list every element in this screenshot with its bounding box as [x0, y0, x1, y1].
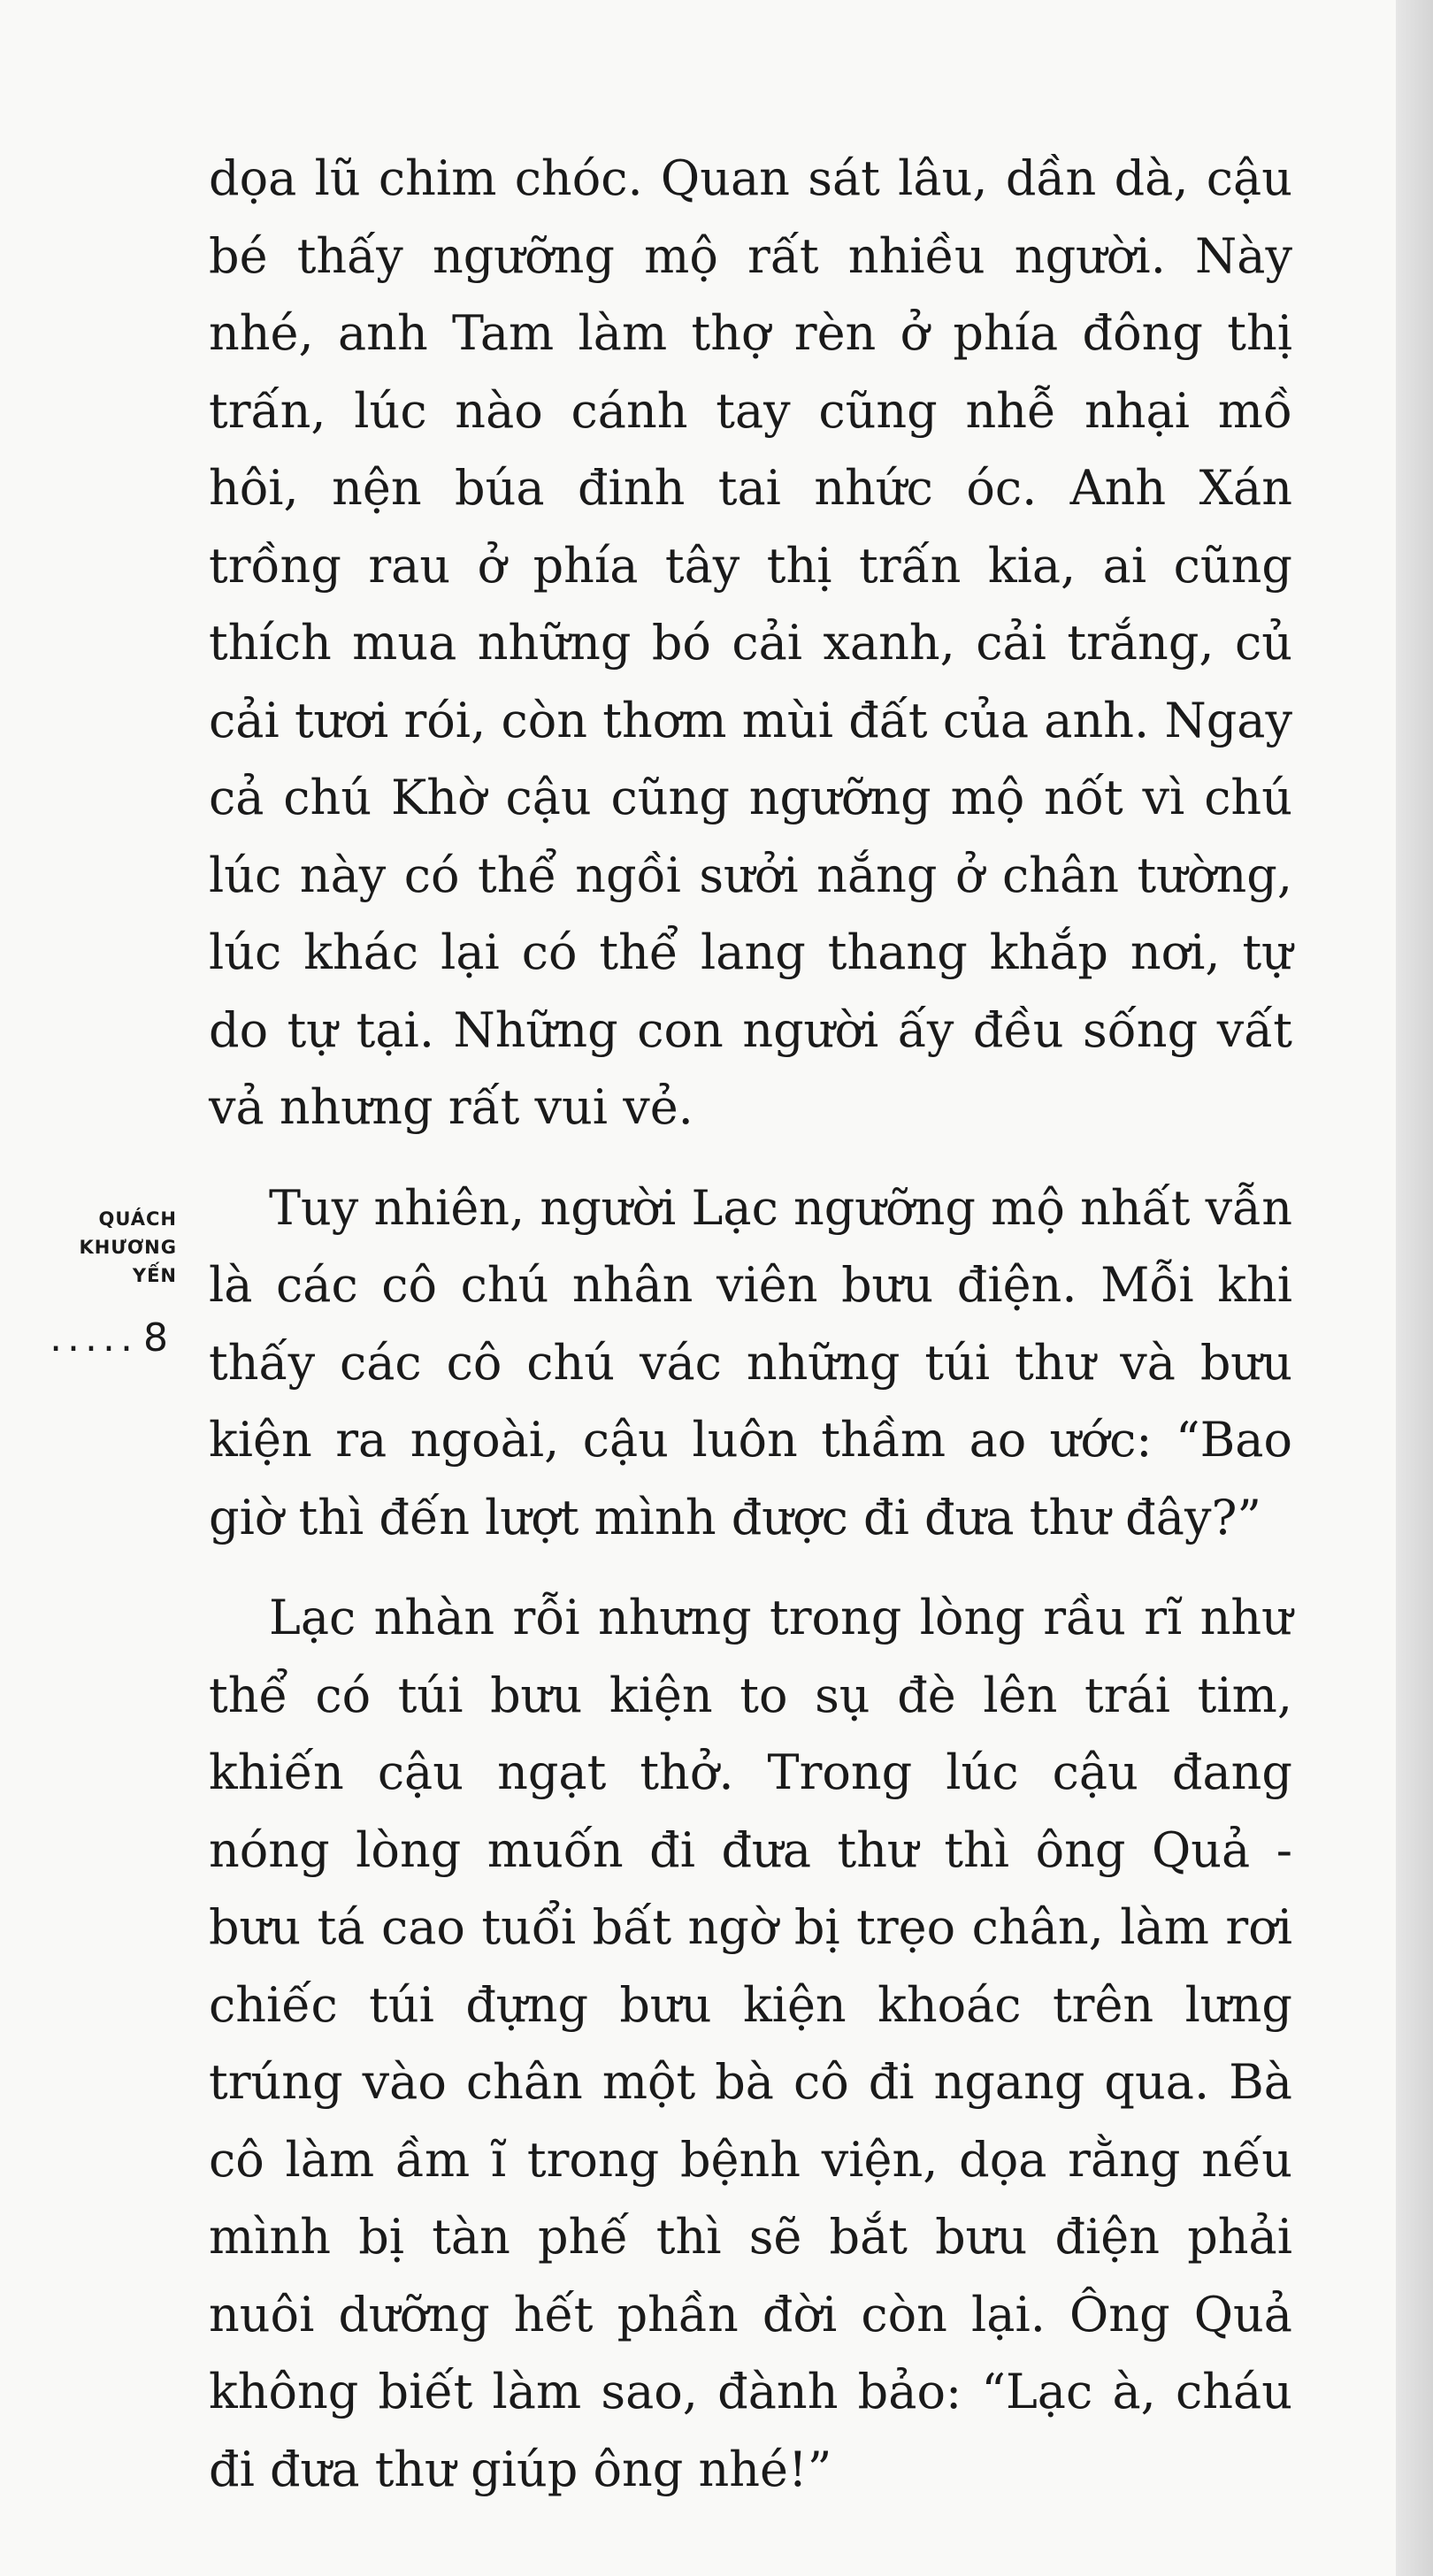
author-name — [0, 1205, 177, 1290]
paragraph-3: Lạc nhàn rỗi nhưng trong lòng rầu rĩ như thể có túi bưu kiện to sụ đè lên trái tim, khiến cậu ngạt thở. Trong lúc cậu đang nóng lòng muốn đi đưa thư thì ông Quả - bưu tá cao tuổi bất ngờ bị trẹo chân, làm rơi chiếc túi đựng bưu kiện khoác trên lưng trúng vào chân một bà cô đi ngang qua. Bà cô làm ầm ĩ trong bệnh viện, dọa rằng nếu mình bị tàn phế thì sẽ bắt bưu điện phải nuôi dưỡng hết phần đời còn lại. Ông Quả không biết làm sao, đành bảo: “Lạc à, cháu đi đưa thư giúp ông nhé!” — [209, 1590, 1292, 2497]
page-number: 8 — [143, 1315, 168, 1361]
author-name-line-3: YẾN — [132, 1265, 177, 1286]
page-edge-shadow — [1396, 0, 1433, 2576]
paragraph-1: dọa lũ chim chóc. Quan sát lâu, dần dà, cậu bé thấy ngưỡng mộ rất nhiều người. Này nhé, anh Tam làm thợ rèn ở phía đông thị trấn, lúc nào cánh tay cũng nhễ nhại mồ hôi, nện búa đinh tai nhức óc. Anh Xán trồng rau ở phía tây thị trấn kia, ai cũng thích mua những bó cải xanh, cải trắng, củ cải tươi rói, còn thơm mùi đất của anh. Ngay cả chú Khờ cậu cũng ngưỡng mộ nốt vì chú lúc này có thể ngồi sưởi nắng ở chân tường, lúc khác lại có thể lang thang khắp nơi, tự do tự tại. Những con người ấy đều sống vất vả nhưng rất vui vẻ. — [209, 150, 1292, 1135]
folio-dots: ..... — [50, 1315, 138, 1361]
author-name-line-1: QUÁCH — [98, 1208, 177, 1230]
author-name-line-2: KHƯƠNG — [79, 1237, 177, 1258]
paragraph-2: Tuy nhiên, người Lạc ngưỡng mộ nhất vẫn là các cô chú nhân viên bưu điện. Mỗi khi thấy các cô chú vác những túi thư và bưu kiện ra ngoài, cậu luôn thầm ao ước: “Bao giờ thì đến lượt mình được đi đưa thư đây?” — [209, 1179, 1292, 1545]
body-text — [209, 140, 1292, 2508]
author-sidebar — [0, 1205, 179, 1290]
page-number-marker — [0, 1316, 168, 1361]
